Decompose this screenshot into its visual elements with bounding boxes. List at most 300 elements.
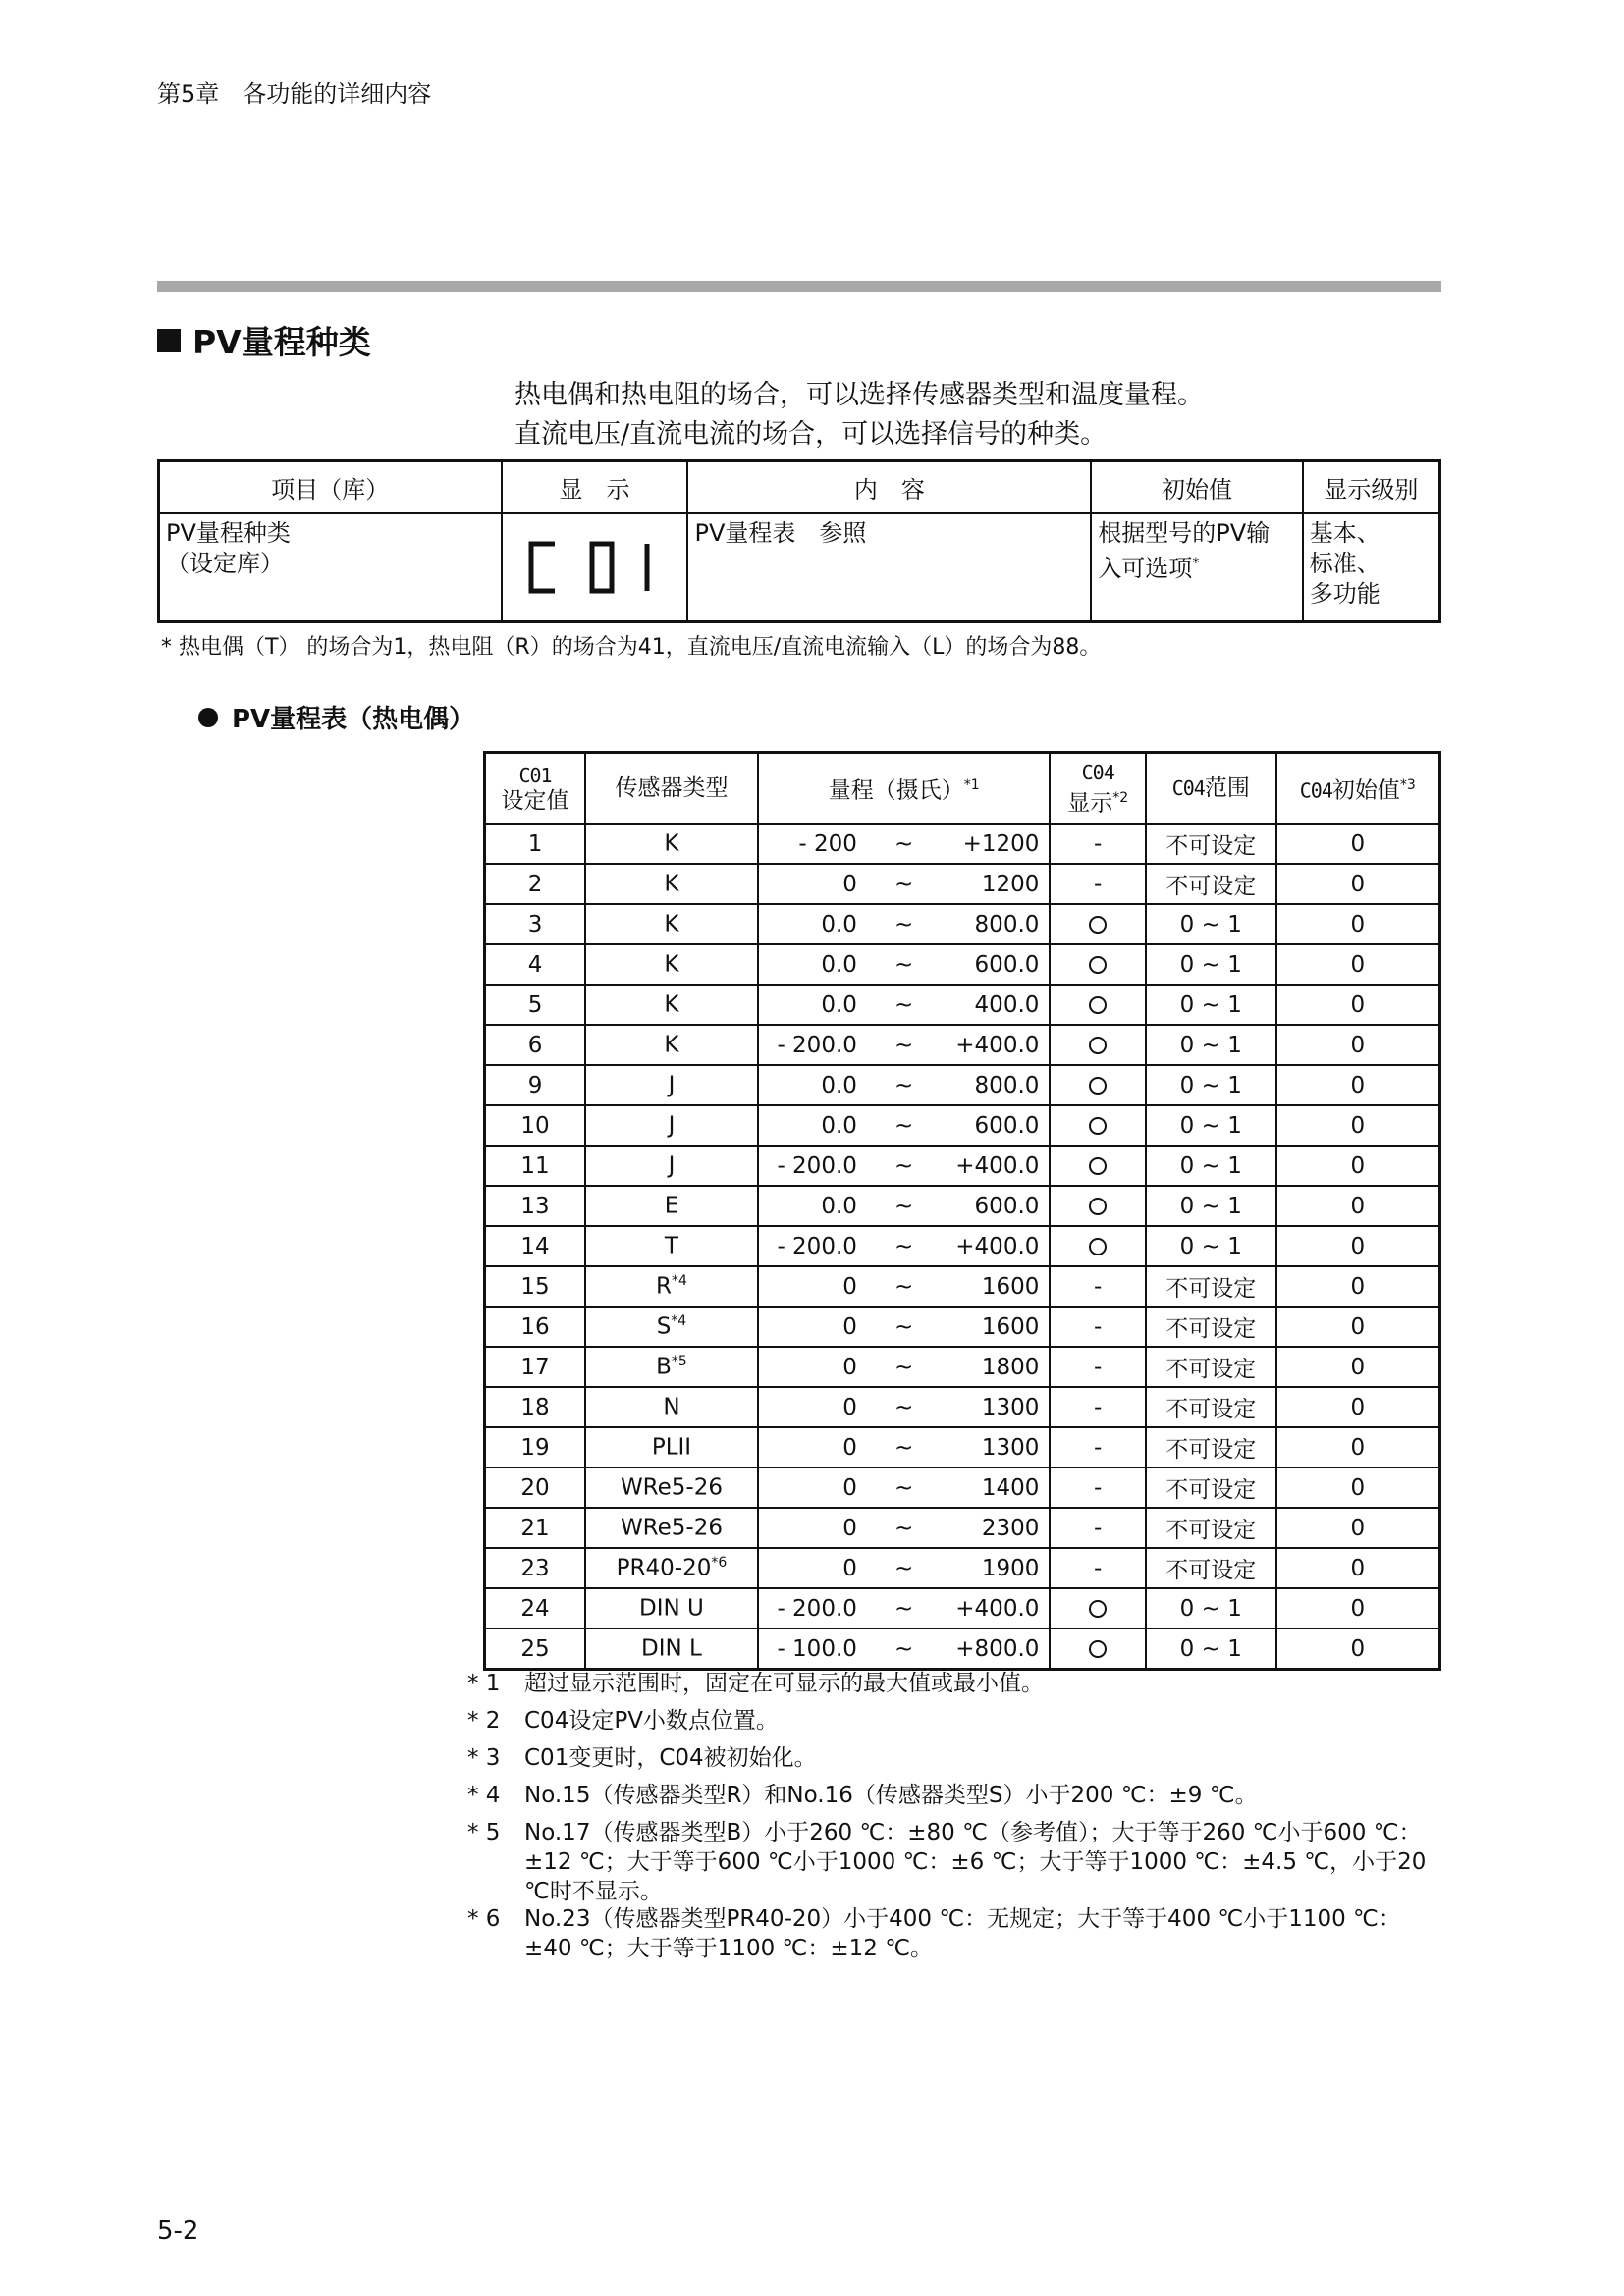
circle-icon xyxy=(1089,956,1107,974)
c04-init-value: 0 xyxy=(1276,985,1440,1025)
range-high: 1300 xyxy=(981,1434,1040,1461)
range-cell xyxy=(758,1146,1051,1186)
c01-value: 13 xyxy=(485,1186,586,1226)
item-bank: （设定库） xyxy=(166,550,284,577)
range-high: 800.0 xyxy=(974,1072,1040,1098)
range-tilde: ~ xyxy=(894,1032,914,1058)
range-low: - 200 xyxy=(798,830,857,857)
range-cell xyxy=(758,1548,1051,1588)
header-c04-init-code: C04 xyxy=(1299,778,1332,803)
c04-init-value: 0 xyxy=(1276,1427,1440,1468)
c01-value: 17 xyxy=(485,1347,586,1387)
circle-icon xyxy=(1089,1238,1107,1255)
range-cell xyxy=(758,1025,1051,1065)
page-number: 5-2 xyxy=(157,2216,199,2246)
footnote-text: No.17（传感器类型B）小于260 ℃：±80 ℃（参考值）；大于等于260 ℃小于600 ℃：±12 ℃；大于等于600 ℃小于1000 ℃：±6 ℃；大于等于1000 ℃：±4.5 ℃，小于20 ℃时不显示。 xyxy=(524,1820,1427,1904)
c04-display-cell xyxy=(1050,1186,1146,1226)
range-low: 0 xyxy=(842,1515,857,1541)
header-range xyxy=(758,753,1051,825)
c04-range-value: 0 ~ 1 xyxy=(1146,1629,1276,1670)
bullet-dot-icon xyxy=(198,708,218,727)
sensor-cell xyxy=(585,1307,758,1347)
sensor-note: *4 xyxy=(671,1313,687,1330)
sensor-cell xyxy=(585,1266,758,1307)
table-row xyxy=(485,1025,1440,1065)
table-row xyxy=(485,1427,1440,1468)
table-row xyxy=(485,1548,1440,1588)
circle-icon xyxy=(1089,1037,1107,1054)
range-cell xyxy=(758,1468,1051,1508)
sensor-cell xyxy=(585,1146,758,1186)
c04-init-value: 0 xyxy=(1276,1226,1440,1266)
range-low: - 100.0 xyxy=(777,1635,857,1662)
c04-init-value: 0 xyxy=(1276,944,1440,985)
item-name: PV量程种类 xyxy=(166,519,291,547)
range-high: 400.0 xyxy=(974,991,1040,1018)
header-level: 显示级别 xyxy=(1303,461,1440,514)
level-basic: 基本、 xyxy=(1309,519,1380,547)
c01-value: 11 xyxy=(485,1146,586,1186)
table-row xyxy=(485,1146,1440,1186)
section-divider xyxy=(157,281,1441,292)
sensor-type: J xyxy=(668,1152,676,1179)
range-cell xyxy=(758,904,1051,944)
sensor-cell xyxy=(585,1548,758,1588)
header-c04-range-label: 范围 xyxy=(1204,775,1250,801)
footnote-text: No.23（传感器类型PR40-20）小于400 ℃：无规定；大于等于400 ℃小于1100 ℃：±40 ℃；大于等于1100 ℃：±12 ℃。 xyxy=(524,1906,1401,1961)
c01-value: 21 xyxy=(485,1508,586,1548)
sensor-type: K xyxy=(664,871,679,897)
range-high: 600.0 xyxy=(974,1193,1040,1219)
header-c04-init-label: 初始值 xyxy=(1331,777,1400,804)
c04-display-cell xyxy=(1050,944,1146,985)
c04-init-value: 0 xyxy=(1276,1629,1440,1670)
footnote-text: No.15（传感器类型R）和No.16（传感器类型S）小于200 ℃：±9 ℃。 xyxy=(524,1783,1258,1808)
sensor-type: K xyxy=(664,830,679,857)
header-content: 内 容 xyxy=(687,461,1091,514)
display-value: - xyxy=(1094,1555,1103,1581)
range-cell xyxy=(758,1226,1051,1266)
display-value: - xyxy=(1094,1474,1103,1501)
c04-init-value: 0 xyxy=(1276,1065,1440,1105)
c04-range-value: 0 ~ 1 xyxy=(1146,1065,1276,1105)
c01-value: 5 xyxy=(485,985,586,1025)
c04-display-cell xyxy=(1050,1266,1146,1307)
range-high: +400.0 xyxy=(955,1152,1040,1179)
range-cell xyxy=(758,1065,1051,1105)
header-range-note: *1 xyxy=(963,777,980,794)
range-low: 0 xyxy=(842,1354,857,1380)
c04-display-cell xyxy=(1050,1468,1146,1508)
sensor-type: T xyxy=(664,1233,678,1259)
header-c01-label: 设定值 xyxy=(501,788,569,814)
range-low: 0 xyxy=(842,1313,857,1340)
sensor-type: J xyxy=(668,1072,676,1098)
c04-range-value: 0 ~ 1 xyxy=(1146,1146,1276,1186)
footnote xyxy=(467,1743,1439,1773)
sensor-type: N xyxy=(663,1394,680,1420)
c04-display-cell xyxy=(1050,864,1146,904)
range-cell xyxy=(758,1588,1051,1629)
range-tilde: ~ xyxy=(894,991,914,1018)
sensor-cell xyxy=(585,1105,758,1146)
subsection-title-text: PV量程表（热电偶） xyxy=(232,705,475,734)
item-table xyxy=(157,459,1441,623)
c04-init-value: 0 xyxy=(1276,1025,1440,1065)
range-tilde: ~ xyxy=(894,1515,914,1541)
c04-display-cell xyxy=(1050,1629,1146,1670)
c04-init-value: 0 xyxy=(1276,1146,1440,1186)
range-low: - 200.0 xyxy=(777,1032,857,1058)
circle-icon xyxy=(1089,1117,1107,1135)
range-cell xyxy=(758,1427,1051,1468)
c04-display-cell xyxy=(1050,1065,1146,1105)
range-high: +400.0 xyxy=(955,1233,1040,1259)
range-high: 600.0 xyxy=(974,951,1040,978)
sensor-type: PLII xyxy=(651,1434,692,1461)
sensor-cell xyxy=(585,1065,758,1105)
c04-range-value: 0 ~ 1 xyxy=(1146,985,1276,1025)
table-row xyxy=(485,1065,1440,1105)
c04-display-cell xyxy=(1050,904,1146,944)
c01-value: 25 xyxy=(485,1629,586,1670)
c04-range-value: 0 ~ 1 xyxy=(1146,904,1276,944)
range-tilde: ~ xyxy=(894,1635,914,1662)
display-value: - xyxy=(1094,1394,1103,1420)
range-table-body xyxy=(485,824,1440,1670)
footnote-key: * 6 xyxy=(467,1906,501,1932)
c04-display-cell xyxy=(1050,824,1146,864)
pv-range-table xyxy=(483,751,1441,1671)
range-tilde: ~ xyxy=(894,1595,914,1622)
c01-value: 4 xyxy=(485,944,586,985)
footnote-text: C04设定PV小数点位置。 xyxy=(524,1708,779,1734)
header-c01-code: C01 xyxy=(518,764,552,787)
footnote-key: * 3 xyxy=(467,1745,501,1771)
range-high: +400.0 xyxy=(955,1595,1040,1622)
range-cell xyxy=(758,824,1051,864)
table-row xyxy=(485,1387,1440,1427)
c04-init-value: 0 xyxy=(1276,1266,1440,1307)
c04-display-cell xyxy=(1050,1307,1146,1347)
table-row xyxy=(485,1105,1440,1146)
header-c01 xyxy=(485,753,586,825)
range-tilde: ~ xyxy=(894,1273,914,1300)
table-row xyxy=(485,985,1440,1025)
table-note: * 热电偶（T） 的场合为1，热电阻（R）的场合为41，直流电压/直流电流输入（L）的场合为88。 xyxy=(161,635,1102,660)
c01-value: 20 xyxy=(485,1468,586,1508)
sensor-type: PR40-20 xyxy=(616,1555,712,1581)
circle-icon xyxy=(1089,1640,1107,1658)
c01-value: 14 xyxy=(485,1226,586,1266)
c04-range-value: 不可设定 xyxy=(1146,864,1276,904)
level-cell xyxy=(1303,513,1440,622)
chapter-header: 第5章 各功能的详细内容 xyxy=(157,80,432,108)
range-low: 0.0 xyxy=(821,991,857,1018)
sensor-type: K xyxy=(664,951,679,978)
range-tilde: ~ xyxy=(894,1112,914,1139)
range-low: 0.0 xyxy=(821,1112,857,1139)
display-value: - xyxy=(1094,871,1103,897)
c04-range-value: 不可设定 xyxy=(1146,824,1276,864)
range-tilde: ~ xyxy=(894,1152,914,1179)
range-high: 800.0 xyxy=(974,911,1040,937)
range-low: 0 xyxy=(842,1434,857,1461)
header-initial: 初始值 xyxy=(1091,461,1302,514)
display-value: - xyxy=(1094,830,1103,857)
c04-range-value: 0 ~ 1 xyxy=(1146,1226,1276,1266)
circle-icon xyxy=(1089,1077,1107,1095)
table-row xyxy=(485,1347,1440,1387)
c01-value: 9 xyxy=(485,1065,586,1105)
sensor-note: *6 xyxy=(711,1555,728,1572)
sensor-cell xyxy=(585,1226,758,1266)
range-tilde: ~ xyxy=(894,1474,914,1501)
range-cell xyxy=(758,1186,1051,1226)
c04-display-cell xyxy=(1050,1427,1146,1468)
table-row xyxy=(485,944,1440,985)
circle-icon xyxy=(1089,916,1107,934)
range-low: 0 xyxy=(842,1273,857,1300)
range-tilde: ~ xyxy=(894,1434,914,1461)
content-cell: PV量程表 参照 xyxy=(687,513,1091,622)
header-c04-range-code: C04 xyxy=(1171,776,1205,800)
c04-display-cell xyxy=(1050,1387,1146,1427)
footnote-key: * 2 xyxy=(467,1708,501,1734)
initial-line-1: 根据型号的PV输 xyxy=(1098,519,1271,547)
initial-star: * xyxy=(1192,556,1200,571)
range-high: 1600 xyxy=(981,1313,1040,1340)
sensor-type: E xyxy=(664,1193,679,1219)
sensor-cell xyxy=(585,824,758,864)
footnote xyxy=(467,1706,1439,1735)
range-cell xyxy=(758,1508,1051,1548)
c01-value: 6 xyxy=(485,1025,586,1065)
display-value: - xyxy=(1094,1354,1103,1380)
square-bullet-icon xyxy=(157,329,181,352)
subsection-title xyxy=(198,699,474,735)
range-tilde: ~ xyxy=(894,1354,914,1380)
footnote-key: * 4 xyxy=(467,1783,501,1808)
sensor-type: R xyxy=(656,1273,672,1300)
header-c04-label: 显示 xyxy=(1067,790,1113,817)
c04-display-cell xyxy=(1050,1347,1146,1387)
display-value: - xyxy=(1094,1434,1103,1461)
display-value: - xyxy=(1094,1273,1103,1300)
header-c04-init-note: *3 xyxy=(1399,777,1416,794)
c01-value: 16 xyxy=(485,1307,586,1347)
sensor-type: K xyxy=(664,991,679,1018)
sensor-type: K xyxy=(664,1032,679,1058)
range-high: 1900 xyxy=(981,1555,1040,1581)
c04-init-value: 0 xyxy=(1276,1508,1440,1548)
header-c04-display xyxy=(1050,753,1146,825)
level-standard: 标准、 xyxy=(1309,550,1380,577)
range-low: 0 xyxy=(842,1394,857,1420)
c01-value: 10 xyxy=(485,1105,586,1146)
c04-display-cell xyxy=(1050,1508,1146,1548)
range-high: 1400 xyxy=(981,1474,1040,1501)
c04-range-value: 0 ~ 1 xyxy=(1146,1186,1276,1226)
c04-range-value: 不可设定 xyxy=(1146,1387,1276,1427)
header-display: 显 示 xyxy=(502,461,688,514)
sensor-cell xyxy=(585,864,758,904)
range-high: +400.0 xyxy=(955,1032,1040,1058)
footnote xyxy=(467,1669,1439,1698)
range-cell xyxy=(758,1307,1051,1347)
c04-range-value: 不可设定 xyxy=(1146,1508,1276,1548)
header-item: 项目（库） xyxy=(159,461,502,514)
sensor-type: WRe5-26 xyxy=(620,1474,723,1501)
c04-init-value: 0 xyxy=(1276,1548,1440,1588)
c01-value: 23 xyxy=(485,1548,586,1588)
sensor-cell xyxy=(585,944,758,985)
sensor-type: WRe5-26 xyxy=(620,1515,723,1541)
range-cell xyxy=(758,1387,1051,1427)
range-low: 0.0 xyxy=(821,911,857,937)
range-high: 1200 xyxy=(981,871,1040,897)
table-row xyxy=(485,824,1440,864)
range-low: - 200.0 xyxy=(777,1152,857,1179)
c04-range-value: 不可设定 xyxy=(1146,1468,1276,1508)
sensor-note: *4 xyxy=(671,1273,687,1290)
sensor-cell xyxy=(585,1629,758,1670)
table-row xyxy=(485,904,1440,944)
table-row xyxy=(159,513,1440,622)
range-cell xyxy=(758,1347,1051,1387)
range-tilde: ~ xyxy=(894,1313,914,1340)
c04-display-cell xyxy=(1050,1548,1146,1588)
initial-cell xyxy=(1091,513,1302,622)
range-tilde: ~ xyxy=(894,1394,914,1420)
c01-value: 15 xyxy=(485,1266,586,1307)
table-row xyxy=(485,1468,1440,1508)
range-tilde: ~ xyxy=(894,951,914,978)
sensor-cell xyxy=(585,1427,758,1468)
section-title-text: PV量程种类 xyxy=(192,323,371,361)
range-tilde: ~ xyxy=(894,871,914,897)
table-row xyxy=(485,1266,1440,1307)
circle-icon xyxy=(1089,1198,1107,1215)
c04-display-cell xyxy=(1050,1105,1146,1146)
sensor-cell xyxy=(585,1025,758,1065)
table-row xyxy=(485,1588,1440,1629)
range-cell xyxy=(758,1105,1051,1146)
sensor-cell xyxy=(585,985,758,1025)
sensor-cell xyxy=(585,1186,758,1226)
range-table-header xyxy=(485,753,1440,825)
range-high: +800.0 xyxy=(955,1635,1040,1662)
sensor-note: *5 xyxy=(671,1354,687,1370)
lcd-c01-icon xyxy=(521,538,669,597)
c01-value: 2 xyxy=(485,864,586,904)
footnote xyxy=(467,1904,1439,1963)
footnote xyxy=(467,1818,1439,1906)
circle-icon xyxy=(1089,996,1107,1014)
c01-value: 3 xyxy=(485,904,586,944)
c04-init-value: 0 xyxy=(1276,1307,1440,1347)
range-cell xyxy=(758,985,1051,1025)
range-low: 0.0 xyxy=(821,1072,857,1098)
c04-display-cell xyxy=(1050,1226,1146,1266)
range-high: 1600 xyxy=(981,1273,1040,1300)
range-tilde: ~ xyxy=(894,830,914,857)
c04-init-value: 0 xyxy=(1276,1186,1440,1226)
initial-line-2: 入可选项 xyxy=(1098,555,1193,582)
range-low: 0.0 xyxy=(821,1193,857,1219)
header-c04-init xyxy=(1276,753,1440,825)
header-range-label: 量程（摄氏） xyxy=(828,777,964,804)
range-low: - 200.0 xyxy=(777,1595,857,1622)
c04-init-value: 0 xyxy=(1276,864,1440,904)
item-cell xyxy=(159,513,502,622)
table-row xyxy=(485,1226,1440,1266)
c01-value: 19 xyxy=(485,1427,586,1468)
display-value: - xyxy=(1094,1313,1103,1340)
range-cell xyxy=(758,1266,1051,1307)
c01-value: 24 xyxy=(485,1588,586,1629)
c04-range-value: 不可设定 xyxy=(1146,1266,1276,1307)
header-c04-note: *2 xyxy=(1112,790,1129,807)
range-low: 0 xyxy=(842,1555,857,1581)
c04-display-cell xyxy=(1050,1588,1146,1629)
c04-init-value: 0 xyxy=(1276,1387,1440,1427)
display-cell xyxy=(502,513,688,622)
sensor-cell xyxy=(585,1468,758,1508)
c04-range-value: 0 ~ 1 xyxy=(1146,1025,1276,1065)
range-high: 1800 xyxy=(981,1354,1040,1380)
c04-init-value: 0 xyxy=(1276,824,1440,864)
c04-display-cell xyxy=(1050,1025,1146,1065)
lcd-display xyxy=(503,522,687,613)
range-cell xyxy=(758,864,1051,904)
section-title xyxy=(157,317,371,363)
sensor-type: J xyxy=(668,1112,676,1139)
c04-range-value: 不可设定 xyxy=(1146,1347,1276,1387)
range-tilde: ~ xyxy=(894,1072,914,1098)
sensor-cell xyxy=(585,904,758,944)
item-table-header xyxy=(159,461,1440,514)
sensor-type: S xyxy=(656,1313,672,1340)
c04-init-value: 0 xyxy=(1276,1347,1440,1387)
footnote-key: * 5 xyxy=(467,1820,501,1845)
display-value: - xyxy=(1094,1515,1103,1541)
header-c04-range xyxy=(1146,753,1276,825)
c04-range-value: 不可设定 xyxy=(1146,1307,1276,1347)
sensor-type: DIN U xyxy=(639,1595,704,1622)
range-tilde: ~ xyxy=(894,1233,914,1259)
range-tilde: ~ xyxy=(894,911,914,937)
range-high: +1200 xyxy=(962,830,1040,857)
range-low: 0 xyxy=(842,1474,857,1501)
range-low: - 200.0 xyxy=(777,1233,857,1259)
circle-icon xyxy=(1089,1157,1107,1175)
footnote-key: * 1 xyxy=(467,1671,501,1696)
c04-init-value: 0 xyxy=(1276,1105,1440,1146)
footnote-text: C01变更时，C04被初始化。 xyxy=(524,1745,817,1771)
c01-value: 18 xyxy=(485,1387,586,1427)
range-tilde: ~ xyxy=(894,1555,914,1581)
range-cell xyxy=(758,944,1051,985)
c01-value: 1 xyxy=(485,824,586,864)
range-cell xyxy=(758,1629,1051,1670)
range-tilde: ~ xyxy=(894,1193,914,1219)
table-row xyxy=(485,1629,1440,1670)
range-high: 600.0 xyxy=(974,1112,1040,1139)
sensor-cell xyxy=(585,1588,758,1629)
sensor-type: B xyxy=(656,1354,672,1380)
sensor-type: K xyxy=(664,911,679,937)
